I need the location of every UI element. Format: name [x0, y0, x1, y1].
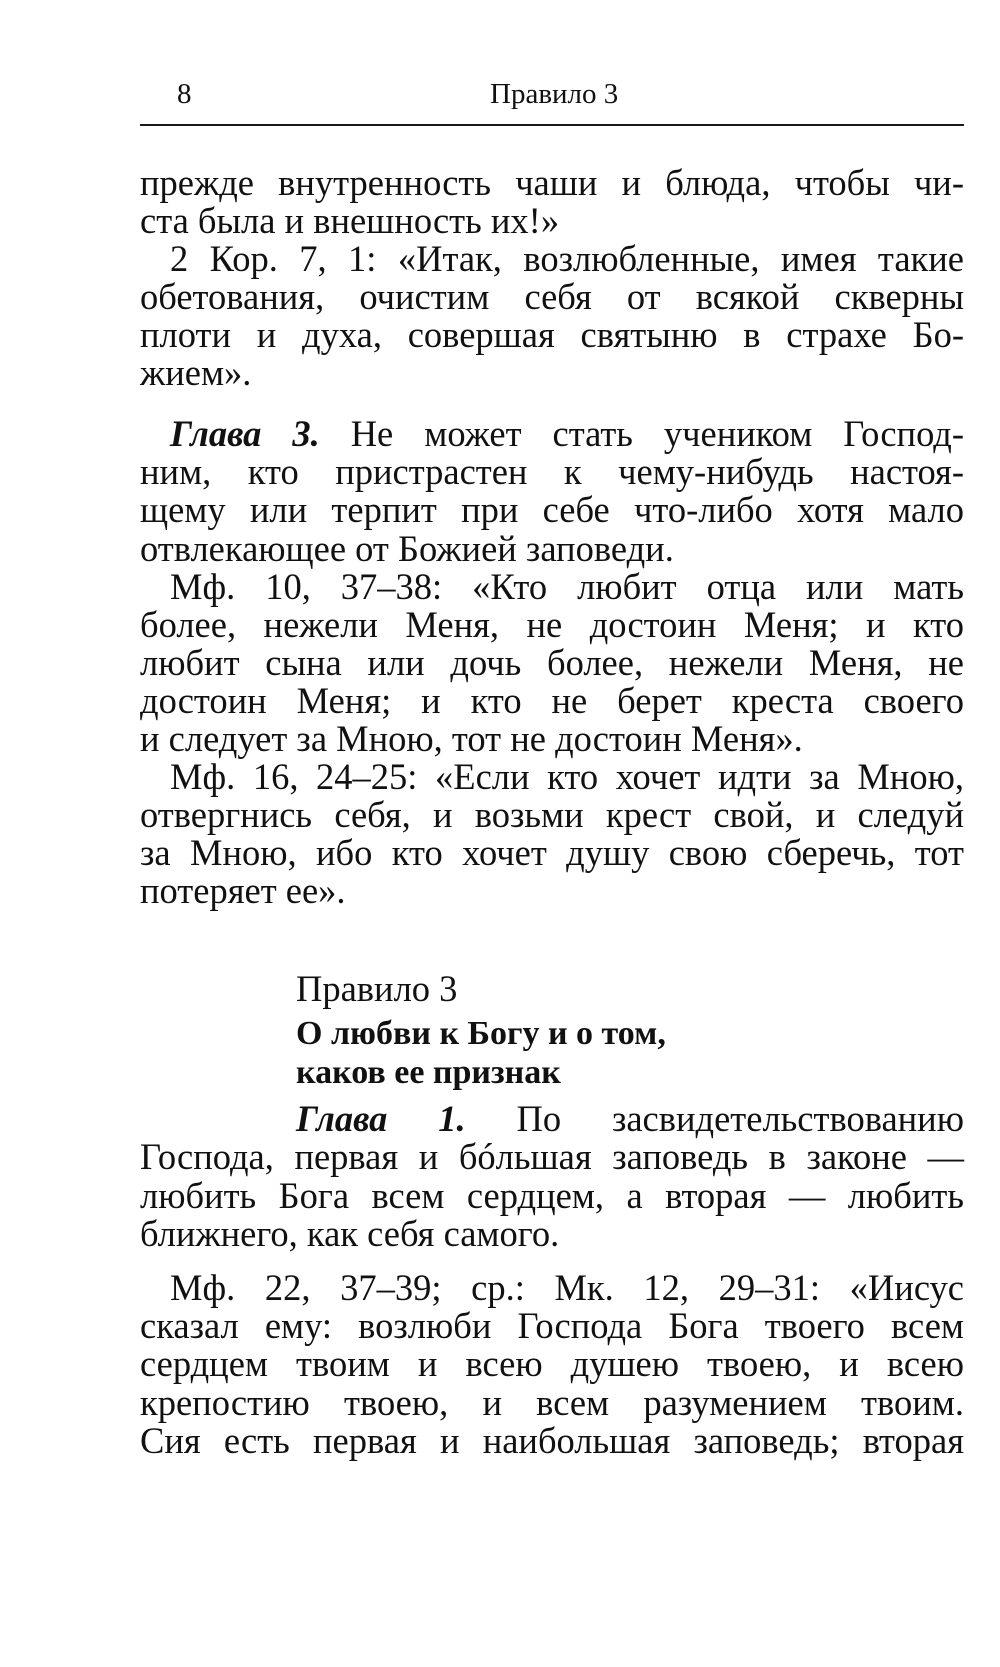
text-line: жием». — [140, 352, 252, 393]
text-line: отвергнись себя, и возьми крест свой, и следуй — [140, 794, 964, 835]
section-title-line: каков ее признак — [296, 1054, 561, 1091]
text-line: достоин Меня; и кто не берет креста своего — [140, 680, 964, 721]
text-line: Мф. 10, 37–38: «Кто любит отца или мать — [170, 566, 964, 607]
text-line: Мф. 22, 37–39; ср.: Мк. 12, 29–31: «Иисус — [170, 1267, 964, 1308]
text-line: любить Бога всем сердцем, а вторая — любить — [140, 1175, 964, 1216]
text-line: за Мною, ибо кто хочет душу свою сберечь, тот — [140, 832, 964, 873]
section-label: Правило 3 — [296, 968, 458, 1009]
text-line: более, нежели Меня, не достоин Меня; и кто — [140, 604, 964, 645]
page-number: 8 — [177, 78, 192, 110]
chapter-text: Не может стать учеником Господ- — [319, 413, 964, 454]
text-line: прежде внутренность чаши и блюда, чтобы чи- — [140, 162, 964, 203]
running-title: Правило 3 — [490, 78, 619, 110]
chapter-label: Глава 3. — [170, 413, 320, 454]
header-rule — [140, 124, 964, 126]
text-line: Мф. 16, 24–25: «Если кто хочет идти за Мною, — [170, 756, 964, 797]
section-title-line: О любви к Богу и о том, — [296, 1015, 666, 1052]
text-line: потеряет ее». — [140, 870, 346, 911]
text-line: ним, кто пристрастен к чему-нибудь настоя- — [140, 451, 964, 492]
text-line: крепостию твоею, и всем разумением твоим. — [140, 1382, 964, 1423]
text-line: 2 Кор. 7, 1: «Итак, возлюбленные, имея такие — [170, 238, 964, 279]
text-line: любит сына или дочь более, нежели Меня, не — [140, 642, 964, 683]
text-line: сказал ему: возлюби Господа Бога твоего всем — [140, 1305, 964, 1346]
text-line: ста была и внешность их!» — [140, 200, 560, 241]
text-line: сердцем твоим и всею душею твоею, и всею — [140, 1343, 964, 1384]
text-line: ближнего, как себя самого. — [140, 1213, 560, 1254]
text-line: отвлекающее от Божией заповеди. — [140, 528, 674, 569]
chapter-text: По засвидетельствованию — [465, 1098, 964, 1139]
running-head — [140, 78, 964, 118]
text-line: и следует за Мною, тот не достоин Меня». — [140, 718, 803, 759]
text-line: Господа, первая и бóльшая заповедь в законе — — [140, 1136, 964, 1177]
text-line: плоти и духа, совершая святыню в страхе Бо- — [140, 314, 964, 355]
text-line: Сия есть первая и наибольшая заповедь; вторая — [140, 1420, 964, 1461]
text-line: обетования, очистим себя от всякой скверны — [140, 276, 964, 317]
chapter-label: Глава 1. — [296, 1098, 466, 1139]
text-line: щему или терпит при себе что-либо хотя мало — [140, 489, 964, 530]
